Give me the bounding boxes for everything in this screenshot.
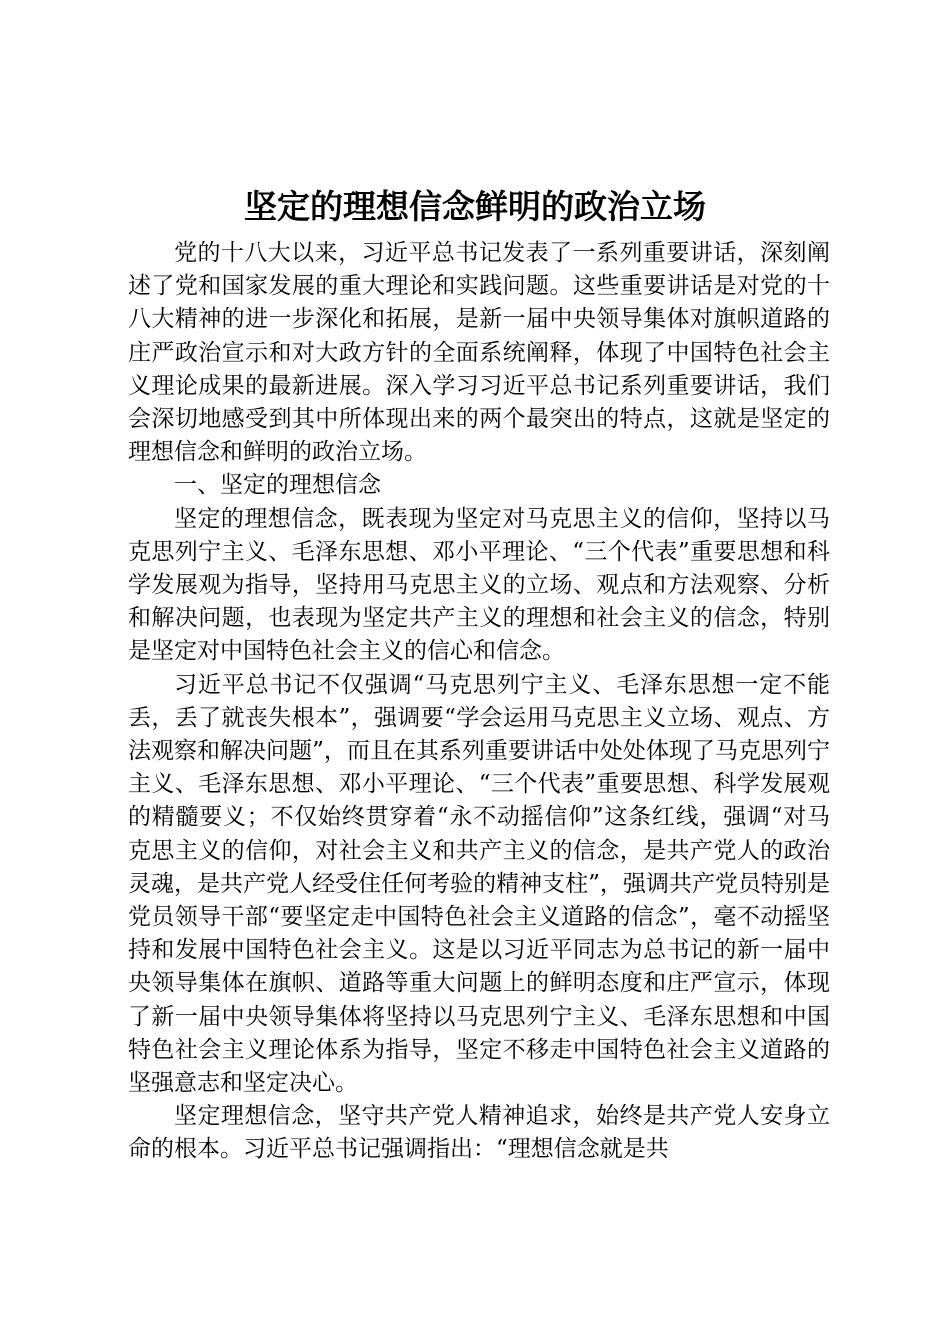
- paragraph-foundation: 坚定理想信念，坚守共产党人精神追求，始终是共产党人安身立命的根本。习近平总书记强调指出：“理想信念就是共: [128, 1103, 830, 1163]
- paragraph-intro: 党的十八大以来，习近平总书记发表了一系列重要讲话，深刻阐述了党和国家发展的重大理论和实践问题。这些重要讲话是对党的十八大精神的进一步深化和拓展，是新一届中央领导集体对旗帜道路的庄严政治宣示和对大政方针的全面系统阐释，体现了中国特色社会主义理论成果的最新进展。深入学习习近平总书记系列重要讲话，我们会深切地感受到其中所体现出来的两个最突出的特点，这就是坚定的理想信念和鲜明的政治立场。: [128, 240, 830, 466]
- paragraph-speeches: 习近平总书记不仅强调“马克思列宁主义、毛泽东思想一定不能丢，丢了就丧失根本”，强调要“学会运用马克思主义立场、观点、方法观察和解决问题”，而且在其系列重要讲话中处处体现了马克思列宁主义、毛泽东思想、邓小平理论、“三个代表”重要思想、科学发展观的精髓要义；不仅始终贯穿着“永不动摇信仰”这条红线，强调“对马克思主义的信仰，对社会主义和共产主义的信念，是共产党人的政治灵魂，是共产党人经受住任何考验的精神支柱”，强调共产党员特别是党员领导干部“要坚定走中国特色社会主义道路的信念”，毫不动摇坚持和发展中国特色社会主义。这是以习近平同志为总书记的新一届中央领导集体在旗帜、道路等重大问题上的鲜明态度和庄严宣示，体现了新一届中央领导集体将坚持以马克思列宁主义、毛泽东思想和中国特色社会主义理论体系为指导，坚定不移走中国特色社会主义道路的坚强意志和坚定决心。: [128, 671, 830, 1097]
- document-title: 坚定的理想信念鲜明的政治立场: [244, 187, 706, 226]
- section-heading: 一、坚定的理想信念: [174, 472, 381, 499]
- paragraph-ideals: 坚定的理想信念，既表现为坚定对马克思主义的信仰，坚持以马克思列宁主义、毛泽东思想、邓小平理论、“三个代表”重要思想和科学发展观为指导，坚持用马克思主义的立场、观点和方法观察、分析和解决问题，也表现为坚定共产主义的理想和社会主义的信念，特别是坚定对中国特色社会主义的信心和信念。: [128, 505, 830, 665]
- document-body: [128, 237, 830, 1167]
